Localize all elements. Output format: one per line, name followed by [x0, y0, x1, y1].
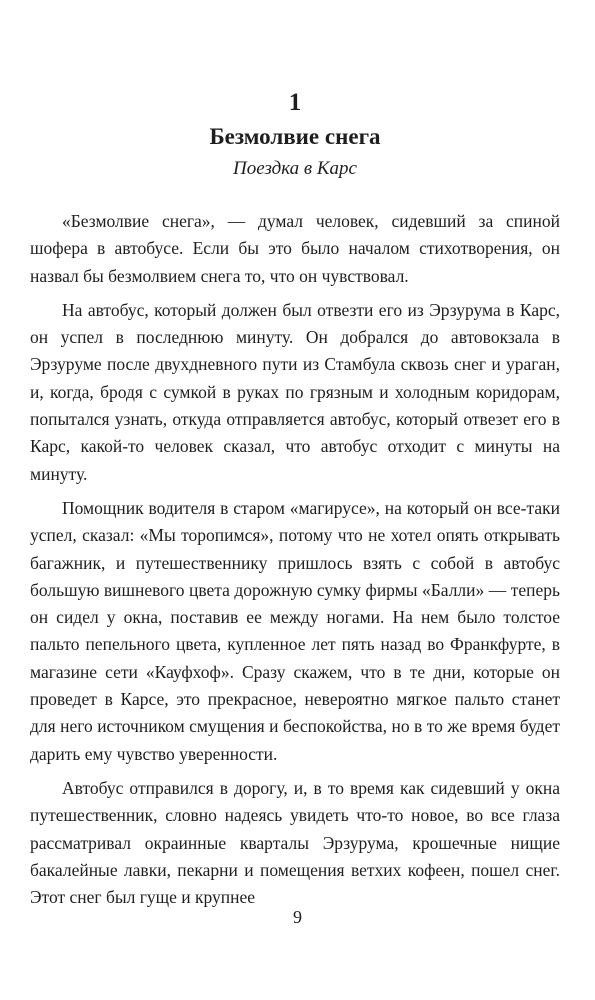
chapter-subtitle: Поездка в Карс: [233, 158, 357, 179]
book-page: [30, 88, 560, 918]
paragraph: Автобус отправился в дорогу, и, в то время как сидевший у окна путешественник, словно надеясь увидеть что-то новое, во все глаза рассматривал окраинные кварталы Эрзурума, крошечные нищие бакалейные лавки, пекарни и помещения ветхих кофеен, пошел снег. Этот снег был гуще и крупнее: [30, 777, 560, 908]
chapter-title: Безмолвие снега: [209, 124, 381, 149]
paragraph: На автобус, который должен был отвезти его из Эрзурума в Карс, он успел в последнюю минуту. Он добрался до автовокзала в Эрзуруме после двухдневного пути из Стамбула сквозь снег и ураган, и, когда, бродя с сумкой в руках по грязным и холодным коридорам, попытался узнать, откуда отправляется автобус, который отвезет его в Карс, какой-то человек сказал, что автобус отходит с минуты на минуту.: [30, 299, 560, 484]
paragraph: «Безмолвие снега», — думал человек, сидевший за спиной шофера в автобусе. Если бы это было началом стихотворения, он назвал бы безмолвием снега то, что он чувствовал.: [30, 211, 560, 286]
page-number: 9: [293, 907, 302, 927]
paragraph: Помощник водителя в старом «магирусе», на который он все-таки успел, сказал: «Мы торопимся», потому что не хотел опять открывать багажник, и путешественнику пришлось взять с собой в автобус большую вишневого цвета дорожную сумку фирмы «Балли» — теперь он сидел у окна, поставив ее между ногами. На нем было толстое пальто пепельного цвета, купленное лет пять назад во Франкфурте, в магазине сети «Кауфхоф». Сразу скажем, что в те дни, которые он проведет в Карсе, это прекрасное, невероятно мягкое пальто станет для него источником смущения и беспокойства, но в то же время будет дарить ему чувство уверенности.: [30, 497, 560, 764]
chapter-body: [30, 208, 560, 911]
chapter-number: 1: [288, 89, 302, 116]
